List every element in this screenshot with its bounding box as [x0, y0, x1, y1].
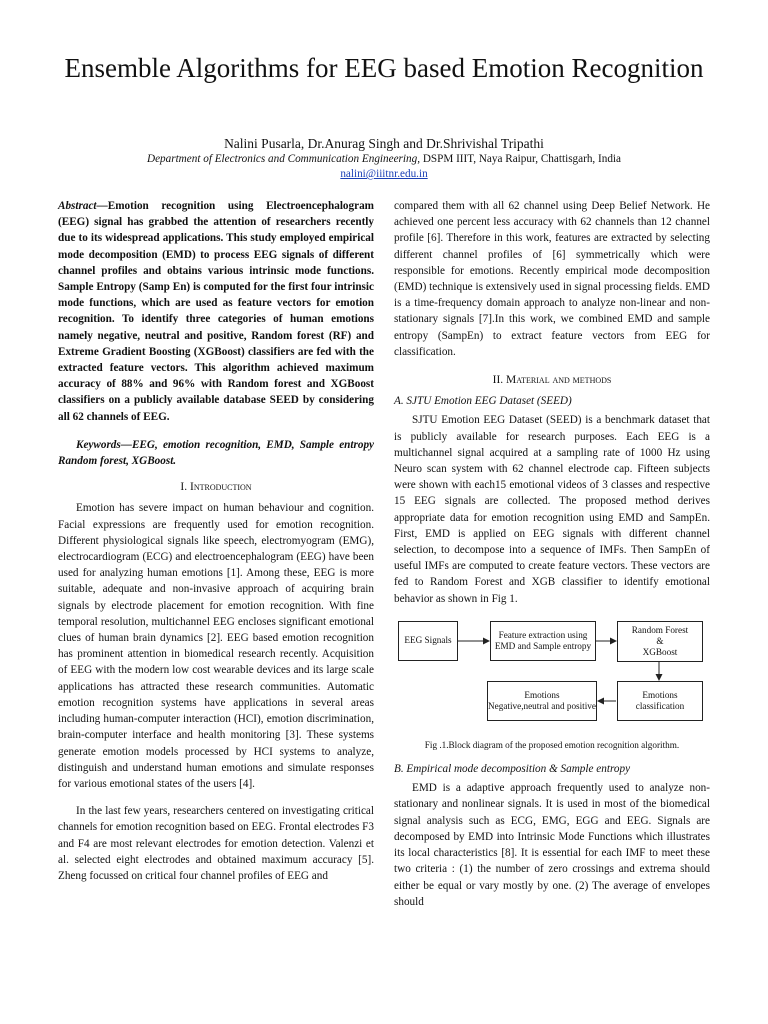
abstract [58, 198, 374, 425]
box-emotions-line-1: Emotions [524, 689, 560, 700]
box-eeg-signals [398, 621, 458, 661]
block-diagram [394, 617, 710, 735]
section-2-number: II. [492, 374, 504, 387]
paper-authors: Nalini Pusarla, Dr.Anurag Singh and Dr.Shrivishal Tripathi [224, 136, 544, 151]
box-feature-extraction-label: Feature extraction using EMD and Sample entropy [494, 629, 592, 651]
seed-paragraph: SJTU Emotion EEG Dataset (SEED) is a benchmark dataset that is publicly available for research purposes. Each EEG is a multichannel signal acquired at a sampling rate of 1000 Hz using Neuro scan system with 62 channel electrode cap. Fifteen subjects were shown with each15 emotional videos of 3 classes and respective 15 EEG signals are collected. The proposed method derives appropriate data for emotion recognition using EMD and SampEn. First, EMD is applied on EEG signals with different channel selection, to decompose into a sequence of IMFs. Then SampEn of useful IMFs are computed to create feature vectors. These vectors are fed to Random Forest and XGB classifier to identify emotional behavior as shown in Fig 1. [394, 414, 710, 605]
box-emotions-line-2: Negative,neutral and positive [488, 700, 596, 711]
subsection-a-heading: A. SJTU Emotion EEG Dataset (SEED) [394, 395, 572, 408]
box-feature-extraction [490, 621, 596, 661]
affiliation-department: Department of Electronics and Communication Engineering, [146, 153, 421, 165]
box-classifiers-line-2: & [656, 635, 664, 646]
keywords: Keywords—EEG, emotion recognition, EMD, Sample entropy Random forest, XGBoost. [58, 438, 374, 468]
paper-email [40, 167, 728, 181]
paper-title: Ensemble Algorithms for EEG based Emotion Recognition [64, 53, 704, 83]
section-2-heading [394, 372, 710, 388]
subsection-b-heading: B. Empirical mode decomposition & Sample entropy [394, 763, 631, 776]
intro-paragraph-1: Emotion has severe impact on human behaviour and cognition. Facial expressions are frequently used for emotion recognition. Different physiological signals like speech, electromyogram (EMG), electrocardiogram (ECG) and electroencephalogram (EEG) have been used for analyzing human emotions [1]. Among these, EEG is more suitable, adequate and non-invasive approach of acquiring brain signals by electrode placement for emotion recognition. With fine temporal resolution, multichannel EEG encloses significant emotional clues of human brain dynamics [2]. EEG based emotion recognition has prominent attention in biomedical research recently. Acquisition of EEG with the modern low cost wearable devices and its large scale applications has attracted these research communities. Automatic emotion recognition systems have applications in several areas including human-computer interaction (HCI), emotion discrimination, brain-computer interface and health monitoring [3]. These systems generate emotion models processed by HCI systems to analyze, distinguish and understand human emotions and simulate responses for various emotional states of the users [4]. [58, 502, 374, 790]
section-1-title: Introduction [189, 481, 252, 494]
section-2-title: Material and methods [506, 374, 612, 387]
email-link[interactable]: nalini@iiitnr.edu.in [340, 168, 428, 180]
left-column [58, 198, 374, 884]
box-classifiers-line-3: XGBoost [642, 646, 678, 657]
section-1-number: I. [180, 481, 188, 494]
box-classifiers [617, 621, 703, 662]
emd-paragraph: EMD is a adaptive approach frequently used to analyze non-stationary and nonlinear signals. It is used in most of the biomedical signal analysis such as ECG, EMG, EGG and EEG. Signals are decomposed by EMD into Intrinsic Mode Functions which illustrates its local characteristics [8]. It is essential for each IMF to meet these two criteria : (1) the number of zero crossings and extrema should either be equal or vary mostly by one. (2) The average of envelopes should [394, 782, 710, 908]
abstract-text: —Emotion recognition using Electroencephalogram (EEG) signal has grabbed the attention of researchers recently due to its widespread applications. This study employed empirical mode decomposition (EMD) to process EEG signals of different channel profiles and obtains various intrinsic mode functions. Sample Entropy (Samp En) is computed for the first four intrinsic mode functions, which are used as feature vectors for emotion recognition. To identify three categories of human emotions namely negative, neutral and positive, Random forest (RF) and Extreme Gradient Boosting (XGBoost) classifiers are fed with the extracted feature vectors. This algorithm achieved maximum accuracy of 88% and 96% with Random forest and XGBoost classifiers on a publicly available database SEED by considering all 62 channels of EEG. [58, 200, 374, 423]
figure-caption: Fig .1.Block diagram of the proposed emotion recognition algorithm. [424, 739, 680, 750]
affiliation-institute: DSPM IIIT, Naya Raipur, Chattisgarh, India [420, 153, 622, 165]
paper-affiliation [40, 152, 728, 166]
abstract-label: Abstract [58, 200, 97, 212]
intro-paragraph-3: compared them with all 62 channel using Deep Belief Network. He achieved one percent less accuracy with 62 channels than 12 channel profile [6]. Therefore in this work, features are extracted by selecting different channel profiles of [6] symmetrically which were responsible for emotions. Recently empirical mode decomposition (EMD) technique is extensively used in signal processing fields. EMD is a time-frequency domain approach to analyze non-linear and non-stationary signals [7].In this work, we combined EMD and sample entropy (SampEn) to extract feature vectors from EEG for classification. [394, 200, 710, 358]
box-emotions-classification-label: Emotions classification [635, 689, 685, 711]
box-eeg-signals-label: EEG Signals [404, 635, 452, 646]
box-classifiers-line-1: Random Forest [631, 624, 689, 635]
section-1-heading [58, 479, 374, 495]
right-column [394, 198, 710, 910]
box-emotions-classification [617, 681, 703, 721]
intro-paragraph-2: In the last few years, researchers centered on investigating critical channels for emotion recognition based on EEG. Frontal electrodes F3 and F4 are most relevant electrodes for emotion detection. Valenzi et al. selected eight electrodes and obtained maximum accuracy [5]. Zheng focussed on critical four channel profiles of EEG and [58, 805, 374, 882]
box-emotions [487, 681, 597, 721]
